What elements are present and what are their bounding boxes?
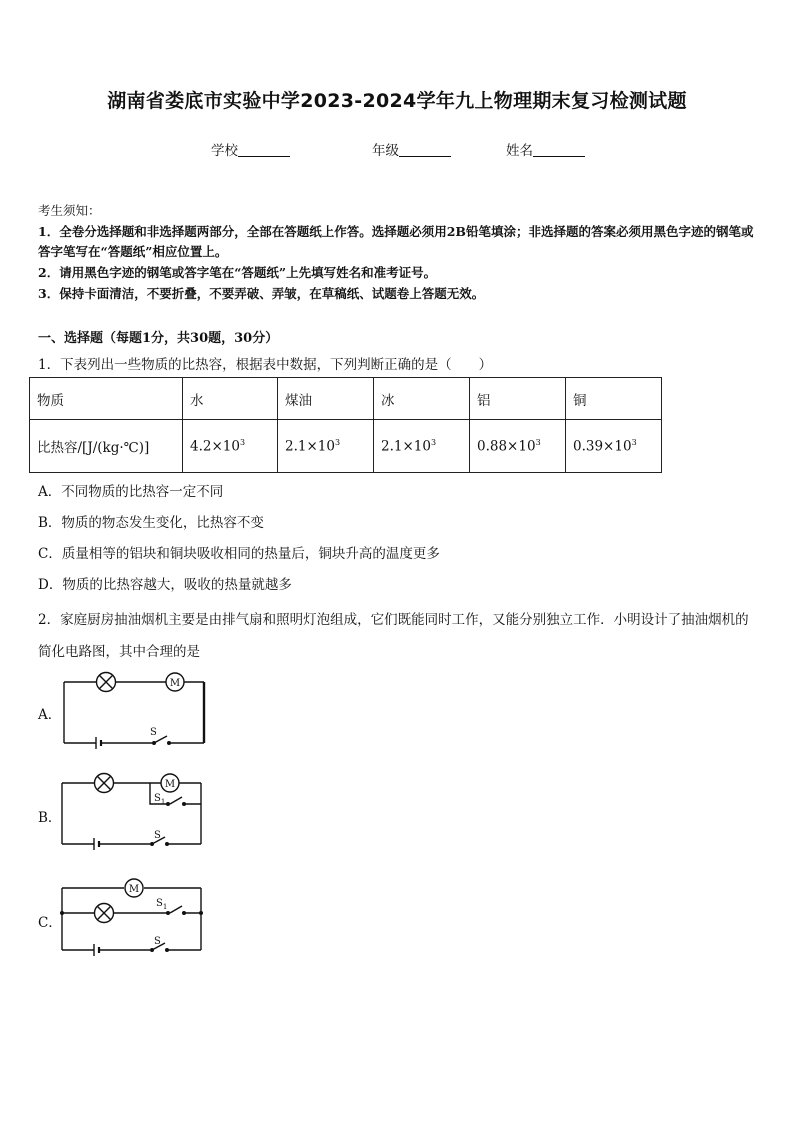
switch-s-label: S — [154, 830, 161, 841]
header-copper: 铜 — [566, 378, 662, 420]
svg-text:M: M — [169, 678, 181, 689]
table-value-row — [30, 420, 662, 473]
lamp-icon — [97, 673, 116, 692]
name-field — [506, 139, 585, 159]
q2-option-a-label: A． — [38, 707, 62, 723]
motor-icon — [161, 774, 179, 792]
lamp-icon — [95, 774, 114, 793]
q1-option-c: C．质量相等的铝块和铜块吸收相同的热量后，铜块升高的温度更多 — [38, 546, 440, 562]
header-kerosene: 煤油 — [278, 378, 374, 420]
grade-field — [372, 139, 451, 159]
header-water: 水 — [183, 378, 278, 420]
q1-option-d: D．物质的比热容越大，吸收的热量就越多 — [38, 577, 292, 593]
school-field — [211, 139, 290, 159]
switch-s1-label: $S_1$ — [156, 898, 168, 911]
motor-icon — [125, 879, 143, 897]
value-kerosene: $2.1\times 10^3$ — [278, 420, 374, 473]
value-aluminum: $0.88\times 10^3$ — [470, 420, 566, 473]
notice-heading: 考生须知： — [38, 203, 101, 218]
grade-label: 年级 — [372, 143, 399, 159]
notice-item-1 — [38, 222, 758, 262]
switch-s1-label: $S_1$ — [154, 793, 166, 806]
name-label: 姓名 — [506, 143, 533, 159]
circuit-a-diagram — [58, 667, 208, 753]
value-ice: $2.1\times 10^3$ — [374, 420, 470, 473]
q1-option-b: B．物质的物态发生变化，比热容不变 — [38, 515, 264, 531]
table-header-row — [30, 378, 662, 420]
notice-item-3-text: 3．保持卡面清洁，不要折叠，不要弄破、弄皱，在草稿纸、试题卷上答题无效。 — [38, 286, 485, 301]
page-title: 湖南省娄底市实验中学2023-2024学年九上物理期末复习检测试题 — [107, 90, 687, 112]
section-heading: 一、选择题（每题1分，共30题，30分） — [38, 331, 279, 346]
svg-text:M: M — [164, 779, 176, 790]
q2-option-c-label: C． — [38, 915, 62, 931]
header-substance: 物质 — [30, 378, 183, 420]
grade-blank — [399, 142, 451, 157]
header-aluminum: 铝 — [470, 378, 566, 420]
school-blank — [238, 142, 290, 157]
q1-stem: 1．下表列出一些物质的比热容，根据表中数据，下列判断正确的是（ ） — [38, 357, 493, 373]
q1-option-a: A．不同物质的比热容一定不同 — [38, 484, 224, 500]
value-water: $4.2\times 10^3$ — [183, 420, 278, 473]
notice-item-3 — [38, 284, 758, 304]
lamp-icon — [95, 904, 114, 923]
motor-icon — [166, 673, 184, 691]
switch-s-label: S — [150, 727, 157, 738]
specific-heat-table — [29, 377, 662, 473]
circuit-c-diagram — [58, 876, 208, 966]
row-label-specific-heat: 比热容/[J/(kg·℃)] — [30, 420, 183, 473]
value-copper: $0.39\times 10^3$ — [566, 420, 662, 473]
header-ice: 冰 — [374, 378, 470, 420]
circuit-b-diagram — [58, 770, 208, 860]
notice-item-2-text: 2．请用黑色字迹的钢笔或答字笔在“答题纸”上先填写姓名和准考证号。 — [38, 265, 437, 280]
name-blank — [533, 142, 585, 157]
school-label: 学校 — [211, 143, 238, 159]
switch-s-label: S — [154, 936, 161, 947]
svg-text:M: M — [128, 884, 140, 895]
q2-stem: 2．家庭厨房抽油烟机主要是由排气扇和照明灯泡组成，它们既能同时工作，又能分别独立工作．小明设计了抽油烟机的简化电路图，其中合理的是 — [38, 612, 749, 660]
q2-option-b-label: B． — [38, 810, 62, 826]
notice-item-1-text: 1．全卷分选择题和非选择题两部分，全部在答题纸上作答。选择题必须用2B铅笔填涂；非选择题的答案必须用黑色字迹的钢笔或答字笔写在“答题纸”相应位置上。 — [38, 224, 754, 259]
notice-item-2 — [38, 263, 758, 283]
